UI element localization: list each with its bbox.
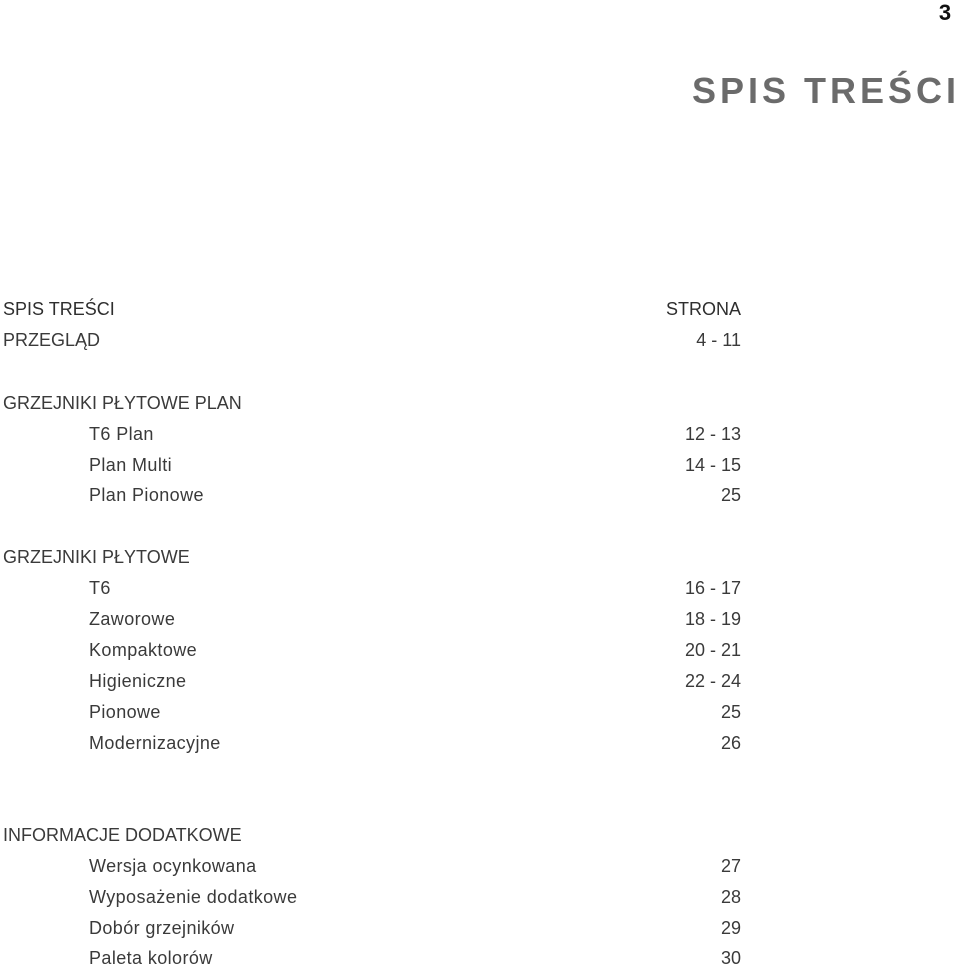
- toc-entry-pages: 22 - 24: [684, 671, 741, 691]
- toc-entry-label: Wyposażenie dodatkowe: [89, 887, 298, 907]
- toc-entry[interactable]: [0, 884, 741, 910]
- section-title: GRZEJNIKI PŁYTOWE: [3, 547, 190, 567]
- toc-entry-label: Zaworowe: [89, 609, 176, 629]
- toc-entry[interactable]: [0, 606, 741, 632]
- toc-entry-label: Kompaktowe: [89, 640, 198, 660]
- toc-entry-overview[interactable]: [0, 327, 741, 353]
- toc-entry-label: Higieniczne: [89, 671, 187, 691]
- toc-entry-label: T6 Plan: [89, 424, 154, 444]
- toc-entry[interactable]: [0, 637, 741, 663]
- toc-header: [0, 296, 741, 322]
- page-title: SPIS TREŚCI: [691, 70, 960, 111]
- toc-header-pages-label: STRONA: [665, 299, 741, 319]
- toc-entry-label: Modernizacyjne: [89, 733, 221, 753]
- toc-entry[interactable]: [0, 668, 741, 694]
- toc-entry-pages: 14 - 15: [684, 455, 741, 475]
- toc-entry-pages: 25: [720, 702, 741, 722]
- toc-entry-label: Wersja ocynkowana: [89, 856, 257, 876]
- toc-section-heading: [0, 390, 741, 416]
- toc-entry[interactable]: [0, 853, 741, 879]
- section-title: GRZEJNIKI PŁYTOWE PLAN: [3, 393, 242, 413]
- toc-entry-pages: 25: [720, 485, 741, 505]
- toc-entry-pages: 26: [720, 733, 741, 753]
- toc-section-heading: [0, 822, 741, 848]
- toc-entry[interactable]: [0, 915, 741, 941]
- toc-entry-label: T6: [89, 578, 111, 598]
- toc-entry-pages: 4 - 11: [696, 330, 741, 350]
- toc-entry-pages: 12 - 13: [684, 424, 741, 444]
- page-number: 3: [930, 0, 960, 25]
- toc-entry-pages: 29: [720, 918, 741, 938]
- toc-entry-pages: 16 - 17: [684, 578, 741, 598]
- toc-entry[interactable]: [0, 452, 741, 478]
- toc-entry[interactable]: [0, 482, 741, 508]
- toc-entry-pages: 20 - 21: [684, 640, 741, 660]
- toc-entry-label: Plan Multi: [89, 455, 173, 475]
- toc-entry-label: Dobór grzejników: [89, 918, 235, 938]
- toc-entry[interactable]: [0, 421, 741, 447]
- toc-entry[interactable]: [0, 945, 741, 971]
- toc-entry-label: Paleta kolorów: [89, 948, 213, 968]
- toc-section-heading: [0, 544, 741, 570]
- toc-entry-pages: 30: [720, 948, 741, 968]
- toc-entry-label: PRZEGLĄD: [3, 330, 101, 350]
- toc-entry[interactable]: [0, 699, 741, 725]
- toc-entry-pages: 28: [720, 887, 741, 907]
- section-title: INFORMACJE DODATKOWE: [3, 825, 242, 845]
- toc-entry[interactable]: [0, 730, 741, 756]
- toc-entry-label: Pionowe: [89, 702, 161, 722]
- toc-header-label: SPIS TREŚCI: [3, 299, 115, 319]
- toc-entry-label: Plan Pionowe: [89, 485, 204, 505]
- toc-entry[interactable]: [0, 575, 741, 601]
- toc-entry-pages: 27: [720, 856, 741, 876]
- toc-entry-pages: 18 - 19: [684, 609, 741, 629]
